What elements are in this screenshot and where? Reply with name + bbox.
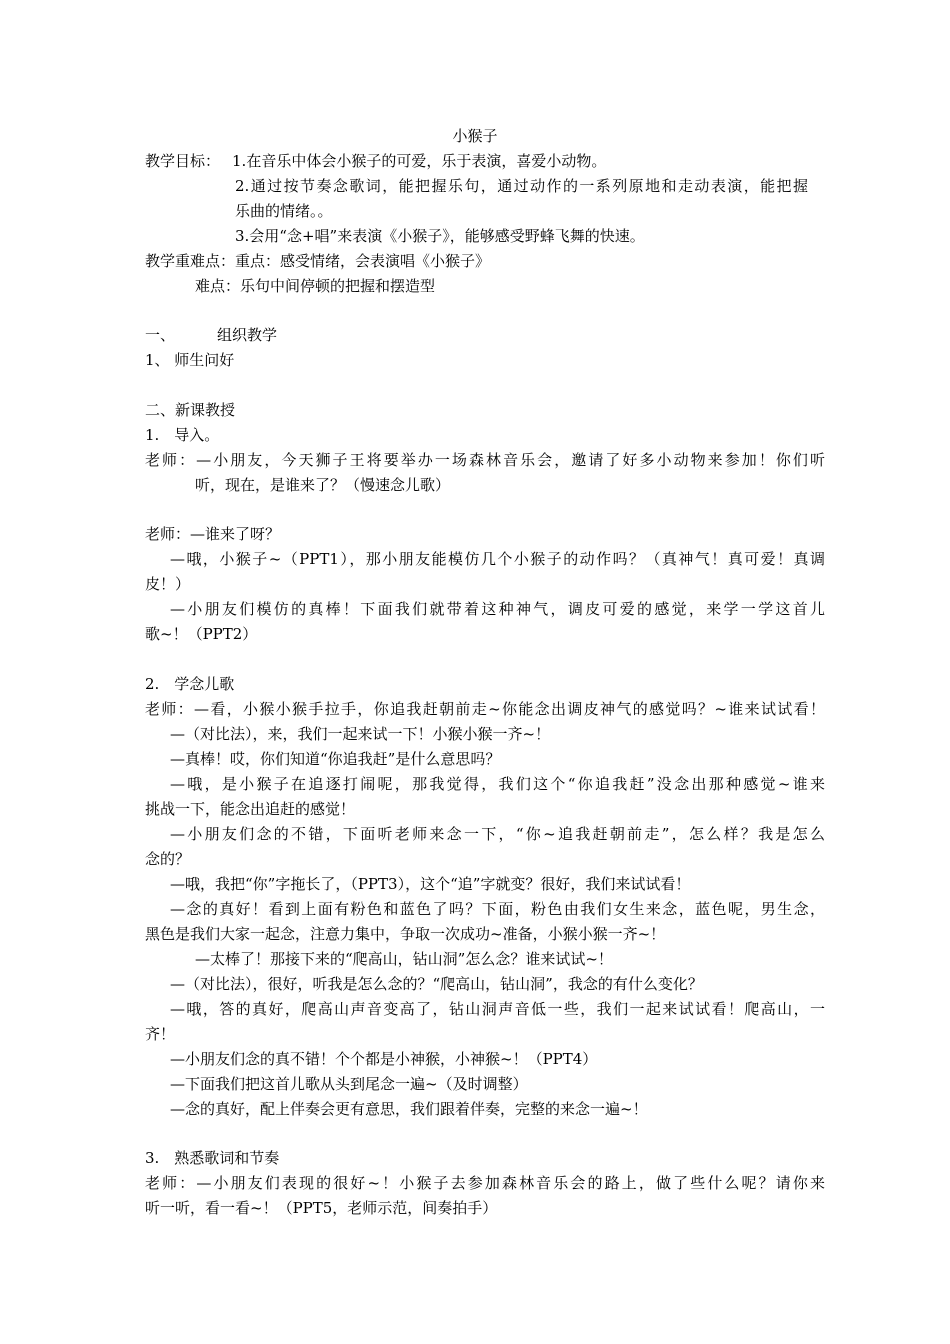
goal-3: 3.会用“念+唱”来表演《小猴子》，能够感受野蜂飞舞的快速。: [235, 227, 645, 245]
paragraph-3b: 皮！）: [145, 575, 191, 593]
recite-line-12: —下面我们把这首儿歌从头到尾念一遍~（及时调整）: [170, 1075, 528, 1093]
recite-line-5a: —小朋友们念的不错，下面听老师来念一下，“你~追我赶朝前走”，怎么样？我是怎么: [170, 825, 825, 843]
lyrics-line-1b: 听一听，看一看~！（PPT5，老师示范，间奏拍手）: [145, 1199, 498, 1217]
recite-line-9: —（对比法），很好，听我是怎么念的？“爬高山，钻山洞”，我念的有什么变化？: [170, 975, 703, 993]
recite-line-10a: —哦，答的真好，爬高山声音变高了，钻山洞声音低一些，我们一起来试试看！爬高山，一: [170, 1000, 825, 1018]
recite-line-5b: 念的？: [145, 850, 191, 868]
subsection1-heading: 1. 导入。: [145, 426, 220, 444]
recite-line-7b: 黑色是我们大家一起念，注意力集中，争取一次成功~准备，小猴小猴一齐~！: [145, 925, 666, 943]
recite-line-4a: —哦，是小猴子在追逐打闹呢，那我觉得，我们这个“你追我赶”没念出那种感觉~谁来: [170, 775, 825, 793]
goals-label: 教学目标：: [145, 152, 221, 170]
lyrics-line-1a: 老师：—小朋友们表现的很好~！小猴子去参加森林音乐会的路上，做了些什么呢？请你来: [145, 1174, 825, 1192]
document-title: 小猴子: [452, 127, 498, 145]
subsection2-heading: 2. 学念儿歌: [145, 675, 235, 693]
paragraph-1b: 听，现在，是谁来了？（慢速念儿歌）: [195, 476, 451, 494]
recite-line-4b: 挑战一下，能念出追赶的感觉！: [145, 800, 356, 818]
keypoints-line-2: 难点：乐句中间停顿的把握和摆造型: [195, 277, 436, 295]
recite-line-6: —哦，我把“你”字拖长了，（PPT3），这个“追”字就变？很好，我们来试试看！: [170, 875, 691, 893]
paragraph-1a: 老师：—小朋友，今天狮子王将要举办一场森林音乐会，邀请了好多小动物来参加！你们听: [145, 451, 825, 469]
goal-2b: 乐曲的情绪。。: [235, 202, 333, 220]
paragraph-3a: —哦，小猴子~（PPT1），那小朋友能模仿几个小猴子的动作吗？（真神气！真可爱！真调: [170, 550, 825, 568]
recite-line-1: 老师：—看，小猴小猴手拉手，你追我赶朝前走~你能念出调皮神气的感觉吗？~谁来试试看！: [145, 700, 825, 718]
section1-number: 一、: [145, 326, 176, 344]
recite-line-11: —小朋友们念的真不错！个个都是小神猴，小神猴~！（PPT4）: [170, 1050, 598, 1068]
recite-line-13: —念的真好，配上伴奏会更有意思，我们跟着伴奏，完整的来念一遍~！: [170, 1100, 648, 1118]
section1-title: 组织教学: [217, 326, 278, 344]
section1-heading: [145, 325, 825, 345]
recite-line-2: —（对比法），来，我们一起来试一下！小猴小猴一齐~！: [170, 725, 551, 743]
paragraph-4a: —小朋友们模仿的真棒！下面我们就带着这种神气，调皮可爱的感觉，来学一学这首儿: [170, 600, 825, 618]
section1-item-1: 1、 师生问好: [145, 351, 235, 369]
goal-1: 1.在音乐中体会小猴子的可爱，乐于表演，喜爱小动物。: [232, 152, 607, 170]
goal-2a: 2.通过按节奏念歌词，能把握乐句，通过动作的一系列原地和走动表演，能把握: [235, 177, 808, 195]
section2-heading: 二、新课教授: [145, 401, 236, 419]
subsection3-heading: 3. 熟悉歌词和节奏: [145, 1149, 280, 1167]
keypoints-line-1: 教学重难点：重点：感受情绪，会表演唱《小猴子》: [145, 252, 491, 270]
recite-line-7a: —念的真好！看到上面有粉色和蓝色了吗？下面，粉色由我们女生来念，蓝色呢，男生念，: [170, 900, 825, 918]
recite-line-10b: 齐！: [145, 1025, 176, 1043]
recite-line-3: —真棒！哎，你们知道“你追我赶”是什么意思吗？: [170, 750, 501, 768]
paragraph-4b: 歌~！（PPT2）: [145, 625, 258, 643]
recite-line-8: —太棒了！那接下来的“爬高山，钻山洞”怎么念？谁来试试~！: [195, 950, 613, 968]
paragraph-2: 老师：—谁来了呀？: [145, 525, 281, 543]
goal-line-1: [145, 151, 825, 171]
